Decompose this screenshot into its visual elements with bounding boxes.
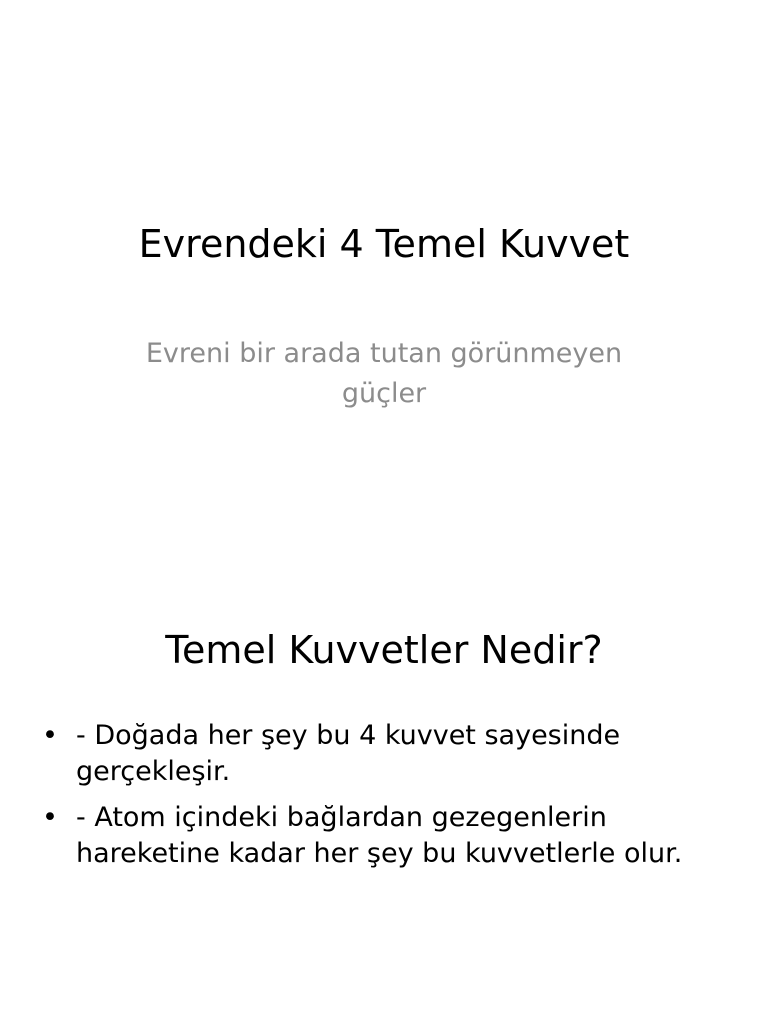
slide-subtitle: Evreni bir arada tutan görünmeyen güçler — [145, 338, 623, 409]
bullet-icon: • — [42, 802, 58, 833]
bullet-icon: • — [42, 720, 58, 751]
content-slide — [0, 512, 768, 1024]
list-item — [38, 718, 738, 790]
list-item — [38, 800, 738, 872]
slide-title: Temel Kuvvetler Nedir? — [165, 628, 603, 672]
bullet-text: - Doğada her şey bu 4 kuvvet sayesinde gerçekleşir. — [76, 720, 621, 787]
bullet-list — [38, 718, 738, 882]
slide-title: Evrendeki 4 Temel Kuvvet — [138, 222, 630, 266]
bullet-text: - Atom içindeki bağlardan gezegenlerin hareketine kadar her şey bu kuvvetlerle olur. — [76, 802, 683, 869]
